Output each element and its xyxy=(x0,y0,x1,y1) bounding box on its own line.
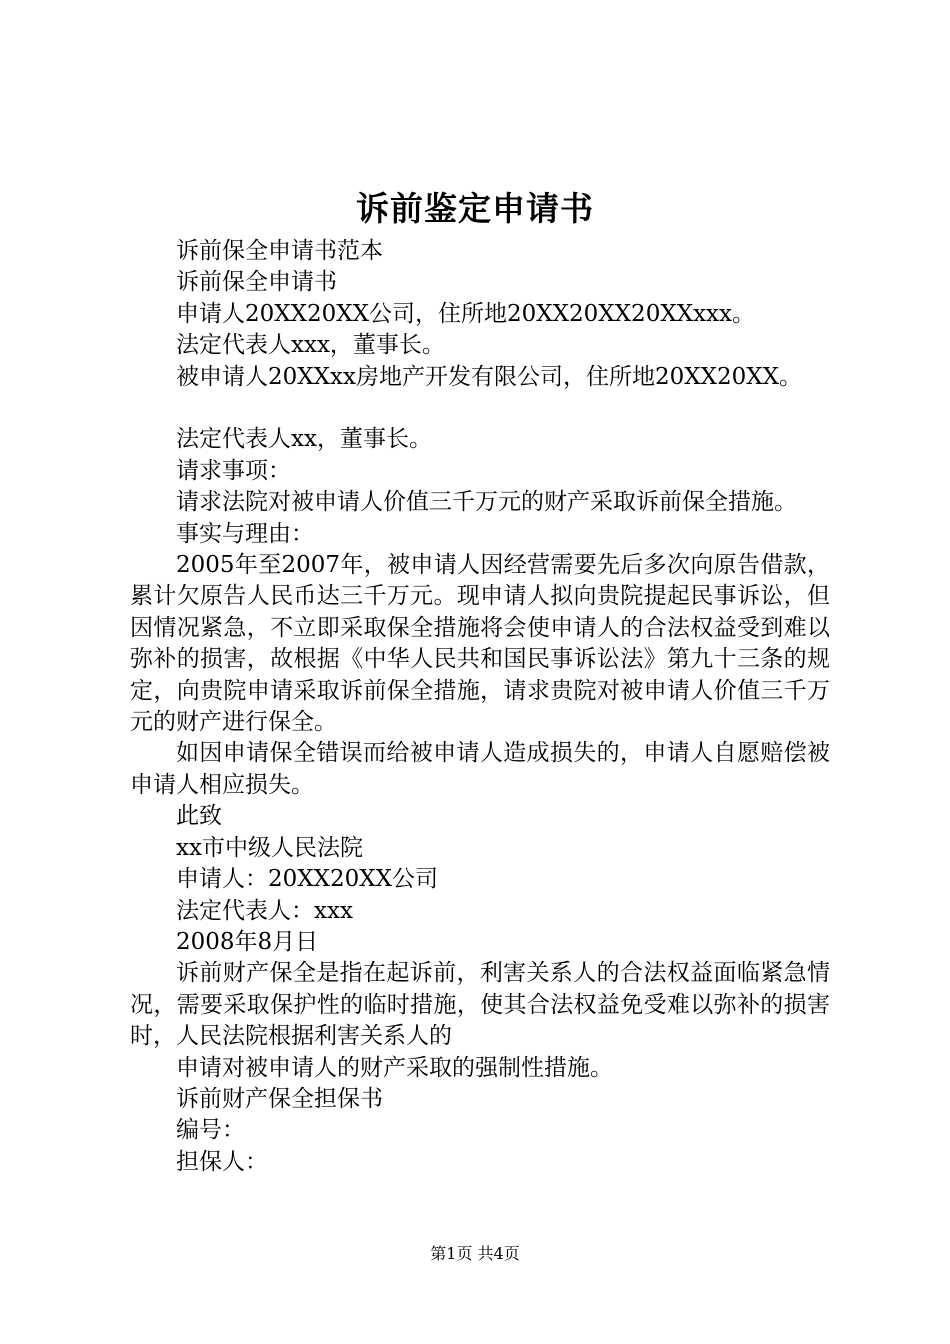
paragraph: 诉前财产保全担保书 xyxy=(176,1085,383,1112)
paragraph: 申请人：20XX20XX公司 xyxy=(176,866,439,893)
paragraph: 编号： xyxy=(176,1117,245,1144)
paragraph: 被申请人20XXxx房地产开发有限公司，住所地20XX20XX。 xyxy=(176,363,802,390)
paragraph: 请求法院对被申请人价值三千万元的财产采取诉前保全措施。 xyxy=(176,489,797,516)
paragraph: 申请人20XX20XX公司，住所地20XX20XX20XXxxx。 xyxy=(176,300,755,327)
paragraph: 法定代表人：xxx xyxy=(176,897,353,924)
paragraph: 诉前财产保全是指在起诉前，利害关系人的合法权益面临紧急情况，需要采取保护性的临时措施，使其合法权益免受难以弥补的损害时，人民法院根据利害关系人的 xyxy=(130,960,830,1050)
paragraph: 诉前保全申请书 xyxy=(176,269,337,296)
paragraph: 如因申请保全错误而给被申请人造成损失的，申请人自愿赔偿被申请人相应损失。 xyxy=(130,740,830,798)
paragraph: 申请对被申请人的财产采取的强制性措施。 xyxy=(176,1054,613,1081)
paragraph: 2005年至2007年，被申请人因经营需要先后多次向原告借款，累计欠原告人民币达三千万元。现申请人拟向贵院提起民事诉讼，但因情况紧急，不立即采取保全措施将会使申请人的合法权益受到难以弥补的损害，故根据《中华人民共和国民事诉讼法》第九十三条的规定，向贵院申请采取诉前保全措施，请求贵院对被申请人价值三千万元的财产进行保全。 xyxy=(130,552,830,736)
paragraph: xx市中级人民法院 xyxy=(176,834,363,861)
paragraph: 2008年8月日 xyxy=(176,928,319,955)
paragraph: 请求事项： xyxy=(176,457,291,484)
document-title: 诉前鉴定申请书 xyxy=(356,189,594,228)
paragraph: 法定代表人xxx，董事长。 xyxy=(176,332,445,359)
paragraph: 法定代表人xx，董事长。 xyxy=(176,426,432,453)
page-number: 第1页 共4页 xyxy=(430,1244,520,1263)
paragraph: 事实与理由： xyxy=(176,520,314,547)
paragraph: 担保人： xyxy=(176,1148,268,1175)
document-body xyxy=(130,236,830,1178)
paragraph: 此致 xyxy=(176,803,222,830)
paragraph: 诉前保全申请书范本 xyxy=(176,238,383,264)
blank-line xyxy=(130,393,830,424)
